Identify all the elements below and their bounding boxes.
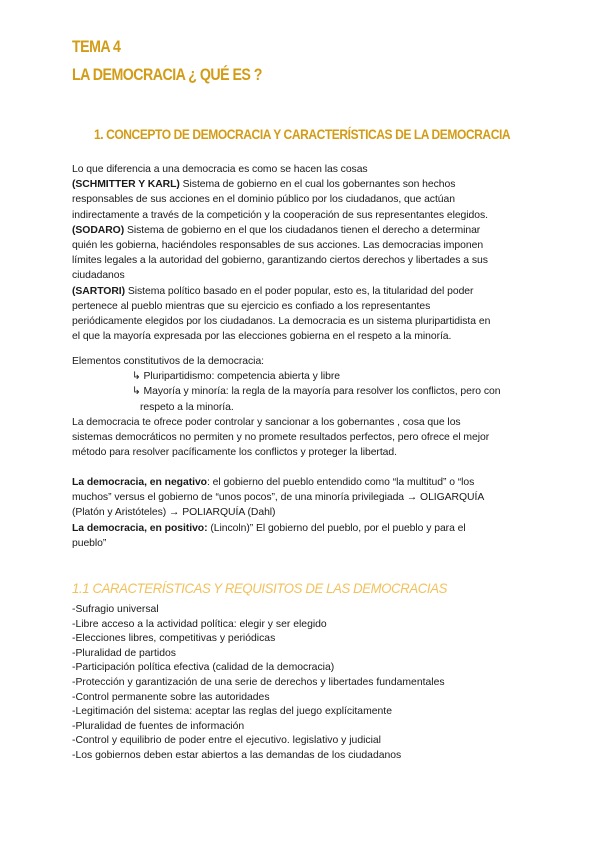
- list-item: -Pluralidad de fuentes de información: [72, 720, 245, 732]
- list-item: -Control permanente sobre las autoridades: [72, 691, 270, 703]
- definition-text: Sistema de gobierno en el que los ciudadanos tienen el derecho a determinar: [124, 224, 481, 236]
- negative-line-2: muchos” versus el gobierno de “unos pocos”, de una minoría privilegiada → OLIGARQUÍA: [72, 492, 485, 504]
- bullet-pluripartidismo: ↳ Pluripartidismo: competencia abierta y libre: [132, 371, 340, 383]
- bullet-mayoria: ↳ Mayoría y minoría: la regla de la mayoría para resolver los conflictos, pero con: [132, 386, 501, 398]
- author-label: (SODARO): [72, 224, 125, 236]
- list-item: -Sufragio universal: [72, 604, 159, 615]
- positive-line-1: [72, 521, 532, 536]
- list-item: -Elecciones libres, competitivas y periódicas: [72, 633, 276, 645]
- control-line-2: sistemas democráticos no permiten y no promete resultados perfectos, pero ofrece el mejor: [72, 431, 490, 443]
- list-item: -Protección y garantización de una serie de derechos y libertades fundamentales: [72, 676, 445, 688]
- section-heading: 1. CONCEPTO DE DEMOCRACIA Y CARACTERÍSTICAS DE LA DEMOCRACIA: [94, 126, 511, 142]
- negative-line-3: (Platón y Aristóteles) → POLIARQUÍA (Dahl): [72, 507, 276, 519]
- schmitter-line-1: [72, 177, 532, 192]
- sartori-line-1: [72, 284, 532, 299]
- author-label: (SARTORI): [72, 285, 126, 297]
- sartori-line-3: periódicamente elegidos por los ciudadanos. La democracia es un sistema pluripartidista en: [72, 315, 491, 327]
- list-item: -Participación política efectiva (calidad de la democracia): [72, 662, 335, 674]
- author-label: (SCHMITTER Y KARL): [72, 179, 180, 191]
- sodaro-line-2: quién les gobierna, haciéndoles responsables de sus acciones. Las democracias imponen: [72, 239, 484, 251]
- elements-title: Elementos constitutivos de la democracia:: [72, 356, 265, 367]
- list-item: -Legitimación del sistema: aceptar las reglas del juego explícitamente: [72, 706, 392, 718]
- topic-title: TEMA 4: [72, 38, 121, 56]
- definition-text: Sistema político basado en el poder popular, esto es, la titularidad del poder: [125, 285, 474, 297]
- list-item: -Los gobiernos deben estar abiertos a las demandas de los ciudadanos: [72, 749, 402, 761]
- control-line-3: método para resolver pacíficamente los conflictos y proteger la libertad.: [72, 447, 397, 459]
- subsection-heading: 1.1 CARACTERÍSTICAS Y REQUISITOS DE LAS DEMOCRACIAS: [72, 580, 448, 596]
- negative-text: : el gobierno del pueblo entendido como “la multitud” o “los: [206, 477, 475, 488]
- sodaro-line-4: ciudadanos: [72, 270, 125, 282]
- sodaro-line-1: [72, 223, 532, 238]
- definitions-block: [72, 475, 532, 551]
- negative-label: La democracia, en negativo: [72, 477, 207, 488]
- elements-block: [72, 354, 532, 460]
- bullet-mayoria-cont: respeto a la minoría.: [140, 401, 234, 413]
- sodaro-line-3: límites legales a la autoridad del gobierno, garantizando ciertos derechos y libertades a sus: [72, 255, 488, 267]
- positive-text: (Lincoln)” El gobierno del pueblo, por el pueblo y para el: [207, 522, 466, 534]
- schmitter-line-2: responsables de sus acciones en el dominio público por los ciudadanos, que actúan: [72, 194, 455, 206]
- control-line-1: La democracia te ofrece poder controlar y sancionar a los gobernantes , cosa que los: [72, 416, 461, 428]
- section-body: [72, 162, 532, 344]
- positive-label: La democracia, en positivo:: [72, 522, 208, 534]
- definition-text: Sistema de gobierno en el cual los gobernantes son hechos: [179, 179, 456, 191]
- negative-line-1: [72, 475, 532, 490]
- sartori-line-2: pertenece al pueblo mientras que su ejercicio es confiado a los representantes: [72, 300, 431, 312]
- schmitter-line-3: indirectamente a través de la competición y la cooperación de sus representantes elegidos.: [72, 209, 488, 221]
- list-item: -Control y equilibrio de poder entre el ejecutivo. legislativo y judicial: [72, 735, 381, 747]
- list-item: -Libre acceso a la actividad política: elegir y ser elegido: [72, 618, 327, 630]
- sartori-line-4: el que la mayoría expresada por las elecciones gobierna en el respeto a la minoría.: [72, 331, 452, 343]
- page-title: LA DEMOCRACIA ¿ QUÉ ES ?: [72, 66, 262, 84]
- list-item: -Pluralidad de partidos: [72, 647, 176, 659]
- positive-line-2: pueblo”: [72, 537, 107, 549]
- requirements-list: [72, 603, 445, 764]
- intro-line: Lo que diferencia a una democracia es como se hacen las cosas: [72, 164, 368, 175]
